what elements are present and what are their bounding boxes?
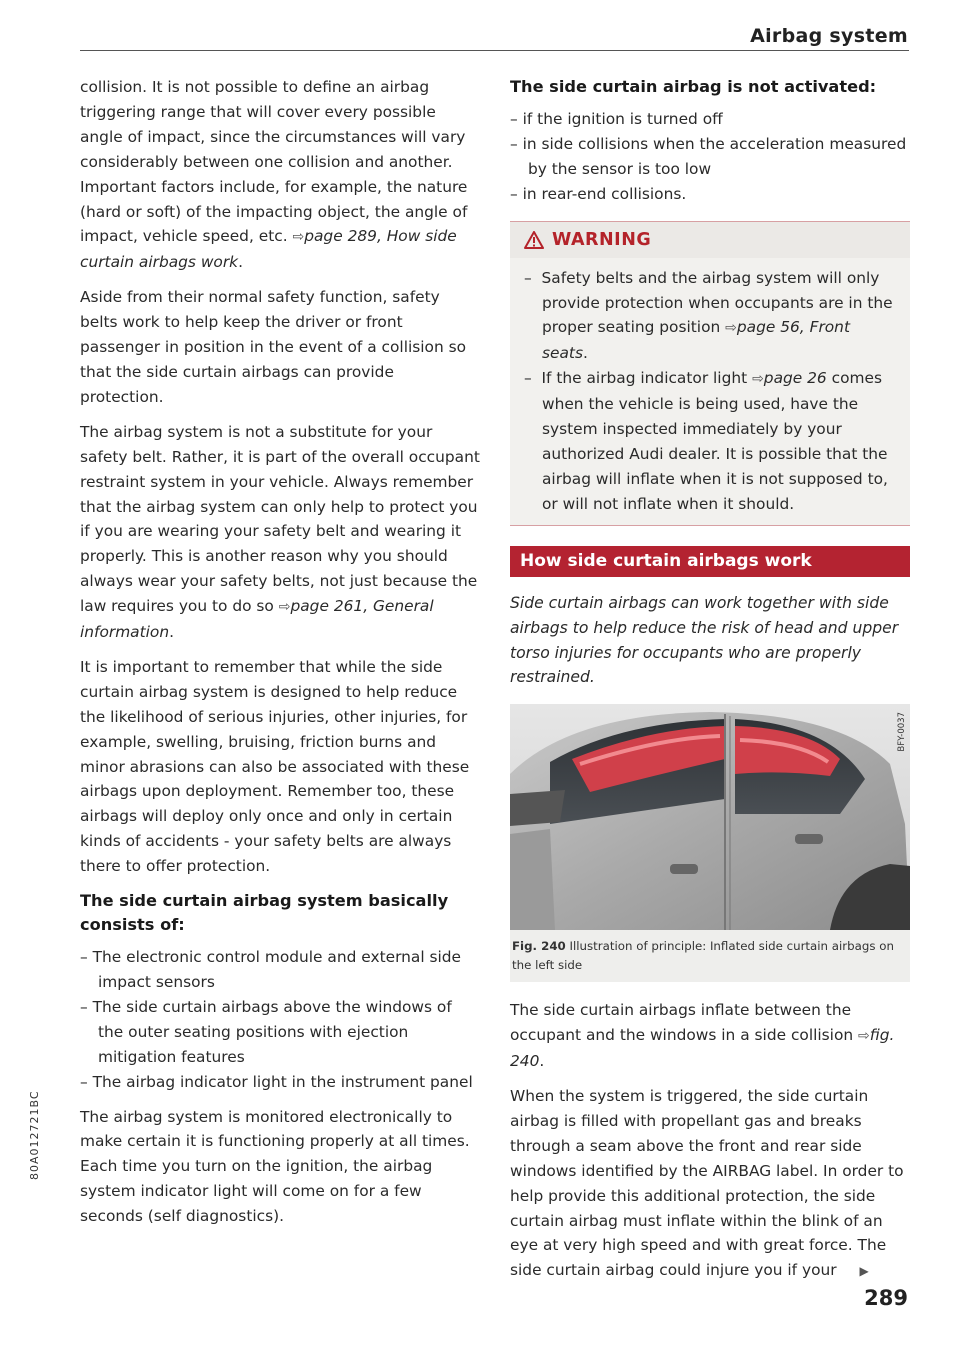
figure-caption: Fig. 240 Illustration of principle: Inflated side curtain airbags on the left side	[512, 939, 894, 973]
list-item: – in rear-end collisions.	[510, 182, 910, 207]
header-rule	[80, 50, 909, 51]
list-item: – if the ignition is turned off	[510, 107, 910, 132]
list-item: – Safety belts and the airbag system will only provide protection when occupants are in the proper seating position ⇨page 56, Front seats.	[524, 266, 896, 367]
right-column	[510, 75, 910, 1294]
not-activated-list	[510, 107, 910, 207]
paragraph: It is important to remember that while the side curtain airbag system is designed to help reduce the likelihood of serious injuries, other injuries, for example, swelling, bruising, friction burns and minor abrasions can also be associated with these airbags upon deployment. Remember too, these airbags will deploy only once and only in certain kinds of accidents - your safety belts are always there to offer protection.	[80, 657, 470, 876]
paragraph: The airbag system is monitored electronically to make certain it is functioning properly at all times. Each time you turn on the ignition, the airbag system indicator light will come on for a few seconds (self diagnostics).	[80, 1107, 470, 1226]
list-item: – in side collisions when the acceleration measured by the sensor is too low	[510, 132, 910, 182]
figure-code: BFY-0037	[897, 712, 907, 752]
paragraph: Aside from their normal safety function, safety belts work to help keep the driver or front passenger in position in the event of a collision so that the side curtain airbags can provide protection.	[80, 288, 467, 406]
document-code: 80A012721BC	[28, 1090, 41, 1180]
component-list	[80, 945, 480, 1094]
intro-text: Side curtain airbags can work together with side airbags to help reduce the risk of head and upper torso injuries for occupants who are properly restrained.	[510, 593, 899, 687]
warning-triangle-icon	[524, 231, 544, 249]
list-item: – If the airbag indicator light ⇨page 26 comes when the vehicle is being used, have the system inspected immediately by your authorized Audi dealer. It is possible that the airbag will inflate when it is not supposed to, or will not inflate when it should.	[524, 366, 896, 516]
list-item: – The airbag indicator light in the instrument panel	[80, 1070, 480, 1095]
warning-list	[510, 258, 910, 517]
left-column	[80, 75, 480, 1239]
page-number: 289	[864, 1286, 908, 1310]
figure	[510, 704, 910, 982]
reference-arrow-icon: ⇨	[278, 599, 291, 616]
figure-label: Fig. 240	[512, 939, 566, 954]
reference-arrow-icon: ⇨	[292, 229, 305, 246]
reference-arrow-icon: ⇨	[858, 1028, 870, 1045]
car-illustration-svg	[510, 704, 910, 930]
list-item: – The electronic control module and external side impact sensors	[80, 945, 480, 995]
paragraph: collision. It is not possible to define an airbag triggering range that will cover every possible angle of impact, since the circumstances will vary considerably between one collision and another. Important factors include, for example, the nature (hard or soft) of the impacting object, the angle of impact, vehicle speed, etc. ⇨page 289, How side curtain airbags work.	[80, 78, 468, 272]
section-title-bar: How side curtain airbags work	[510, 546, 910, 577]
page-reference-link[interactable]: page 289, How side curtain airbags work	[80, 227, 457, 272]
paragraph: The airbag system is not a substitute for your safety belt. Rather, it is part of the overall occupant restraint system in your vehicle. Always remember that the airbag system can only help to protect you if you are wearing your safety belt and wearing it properly. This is another reason why you should always wear your safety belts, not just because the law requires you to do so ⇨page 261, General information.	[80, 422, 480, 642]
page-reference-link[interactable]: page 56, Front seats	[542, 318, 850, 363]
subheading: The side curtain airbag system basically consists of:	[80, 891, 449, 935]
reference-arrow-icon: ⇨	[752, 371, 764, 388]
warning-title: WARNING	[552, 229, 652, 250]
page-reference-link[interactable]: page 26	[763, 369, 827, 388]
section-title: Airbag system	[750, 25, 908, 47]
paragraph: The side curtain airbags inflate between the occupant and the windows in a side collision ⇨fig. 240.	[510, 1001, 895, 1071]
list-item: – The side curtain airbags above the windows of the outer seating positions with ejection mitigation features	[80, 995, 480, 1070]
warning-header	[510, 222, 910, 258]
subheading: The side curtain airbag is not activated:	[510, 77, 877, 96]
continue-arrow-icon: ▶	[859, 1264, 869, 1279]
reference-arrow-icon: ⇨	[725, 320, 737, 337]
figure-reference-link[interactable]: fig. 240	[510, 1026, 895, 1071]
warning-box	[510, 221, 910, 526]
page-reference-link[interactable]: page 261, General information	[80, 597, 434, 642]
paragraph: When the system is triggered, the side curtain airbag is filled with propellant gas and breaks through a seam above the front and rear side windows identified by the AIRBAG label. In order to help provide this additional protection, the side curtain airbag must inflate within the blink of an eye at very high speed and with great force. The side curtain airbag could injure you if your ▶	[510, 1087, 904, 1280]
car-side-curtain-airbag-illustration	[510, 704, 910, 930]
